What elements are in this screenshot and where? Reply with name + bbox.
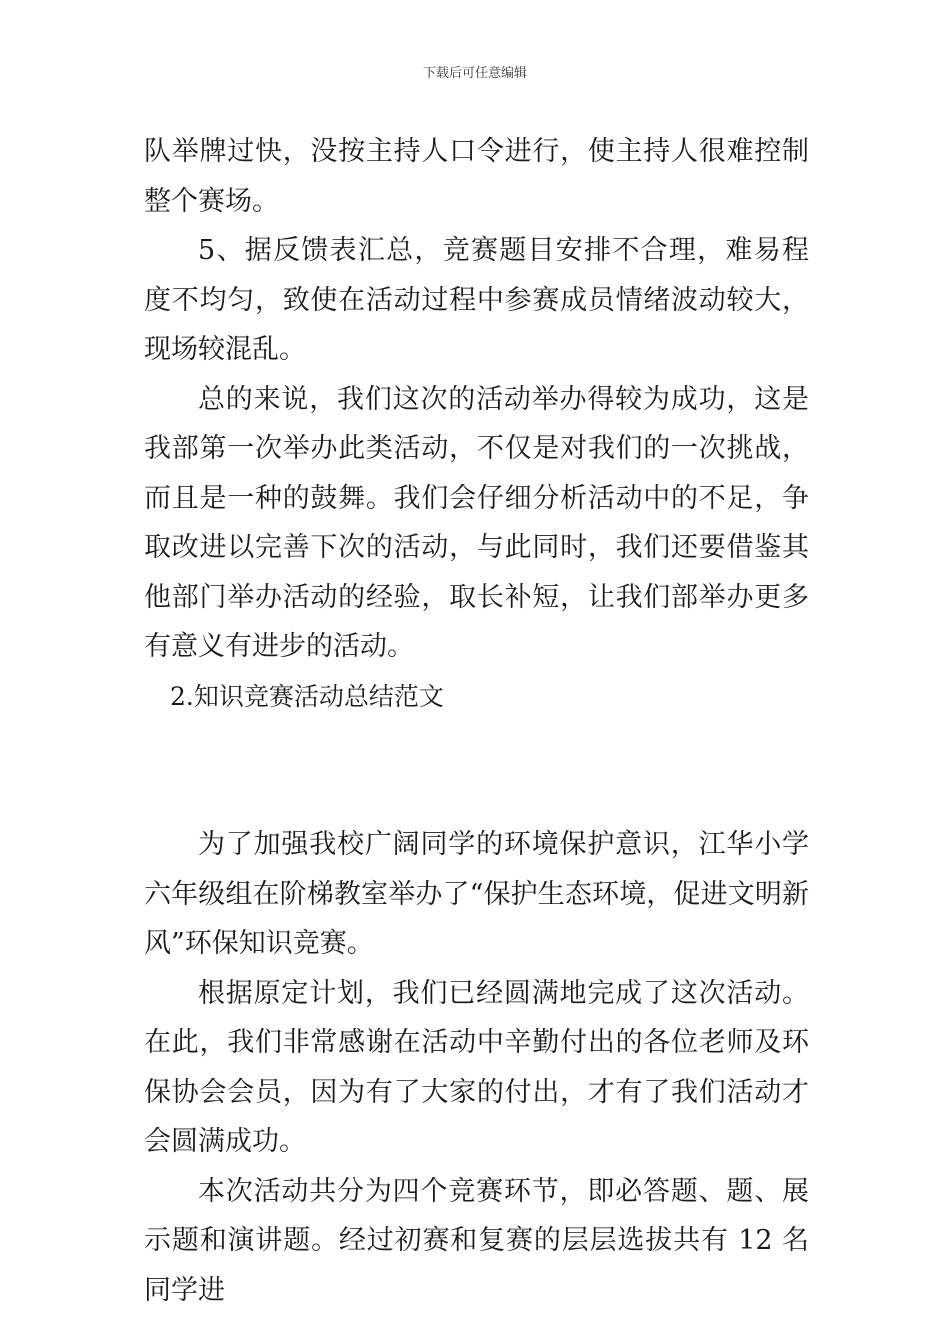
document-body bbox=[144, 127, 809, 1315]
blank-space bbox=[144, 721, 809, 820]
section-heading: 2.知识竞赛活动总结范文 bbox=[170, 681, 444, 711]
page-header: 下载后可任意编辑 bbox=[422, 66, 527, 81]
paragraph-thanks: 根据原定计划，我们已经圆满地完成了这次活动。在此，我们非常感谢在活动中辛勤付出的各位老师及环保协会会员，因为有了大家的付出，才有了我们活动才会圆满成功。 bbox=[144, 977, 809, 1157]
paragraph-rounds: 本次活动共分为四个竞赛环节，即必答题、题、展示题和演讲题。经过初赛和复赛的层层选拔共有 12 名同学进 bbox=[144, 1175, 809, 1306]
paragraph-summary: 总的来说，我们这次的活动举办得较为成功，这是我部第一次举办此类活动，不仅是对我们的一次挑战，而且是一种的鼓舞。我们会仔细分析活动中的不足，争取改进以完善下次的活动，与此同时，我们还要借鉴其他部门举办活动的经验，取长补短，让我们部举办更多有意义有进步的活动。 bbox=[144, 383, 809, 662]
paragraph-continuation: 队举牌过快，没按主持人口令进行，使主持人很难控制整个赛场。 bbox=[144, 136, 809, 217]
paragraph-intro: 为了加强我校广阔同学的环境保护意识，江华小学六年级组在阶梯教室举办了“保护生态环境，促进文明新风”环保知识竞赛。 bbox=[144, 829, 809, 959]
paragraph-item-5: 5、据反馈表汇总，竞赛题目安排不合理，难易程度不均匀，致使在活动过程中参赛成员情绪波动较大，现场较混乱。 bbox=[144, 235, 809, 365]
